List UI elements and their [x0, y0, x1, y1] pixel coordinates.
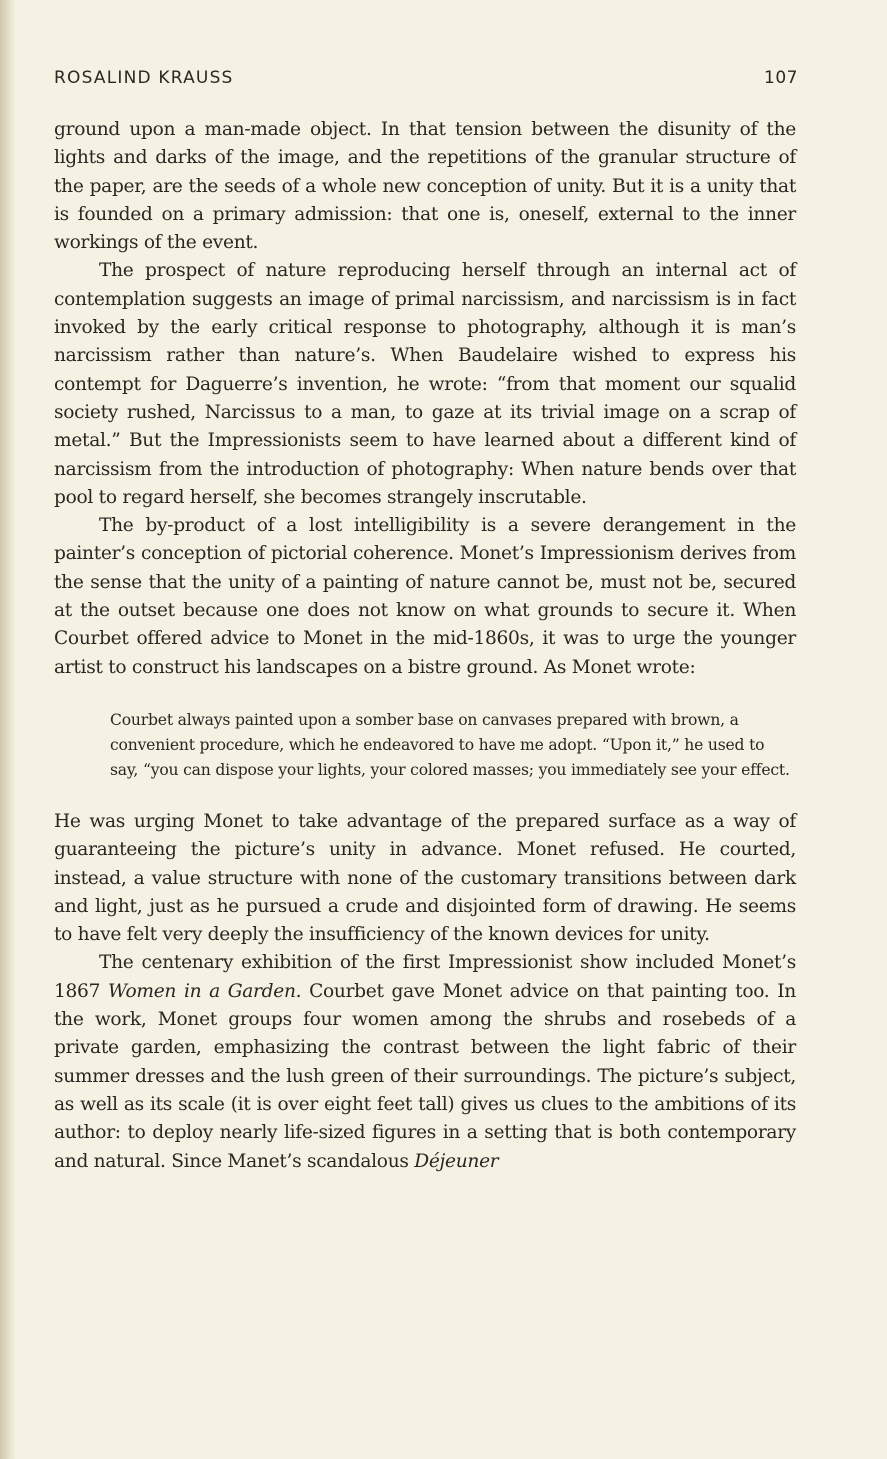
running-header	[54, 68, 798, 92]
artwork-title-women-in-a-garden: Women in a Garden.	[107, 980, 302, 1002]
paragraph-3: The by-product of a lost intelligibility is a severe derangement in the painter’s conception of pictorial coherence. Monet’s Impressionism derives from the sense that the unity of a painting of nature cannot be, must not be, secured at the outset because one does not know on what grounds to secure it. When Courbet offered advice to Monet in the mid-1860s, it was to urge the younger artist to construct his landscapes on a bistre ground. As Monet wrote:	[54, 515, 796, 678]
paragraph-5	[54, 949, 796, 1175]
running-head-author: ROSALIND KRAUSS	[54, 68, 234, 88]
paragraph-2: The prospect of nature reproducing herself through an internal act of contemplation suggests an image of primal narcissism, and narcissism is in fact invoked by the early critical response to photography, although it is man’s narcissism rather than nature’s. When Baudelaire wished to express his contempt for Daguerre’s invention, he wrote: “from that moment our squalid society rushed, Narcissus to a man, to gaze at its trivial image on a scrap of metal.” But the Impressionists seem to have learned about a different kind of narcissism from the introduction of photography: When nature bends over that pool to regard herself, she becomes strangely inscrutable.	[54, 260, 796, 508]
artwork-title-dejeuner: Déjeuner	[414, 1150, 499, 1172]
page-number: 107	[764, 68, 798, 88]
paragraph-1: ground upon a man-made object. In that tension between the disunity of the lights and darks of the image, and the repetitions of the granular structure of the paper, are the seeds of a whole new conception of unity. But it is a unity that is founded on a primary admission: that one is, oneself, external to the inner workings of the event.	[54, 119, 796, 254]
paragraph-4: He was urging Monet to take advantage of the prepared surface as a way of guaranteeing the picture’s unity in advance. Monet refused. He courted, instead, a value structure with none of the customary transitions between dark and light, just as he pursued a crude and disjointed form of drawing. He seems to have felt very deeply the insufficiency of the known devices for unity.	[54, 810, 796, 946]
body-text	[54, 116, 796, 1176]
paragraph-5-text-1: The centenary exhibition of the first Impressionist show included Monet’s 1867	[54, 952, 796, 1002]
page-gutter-shadow	[0, 0, 16, 1459]
paragraph-5-text-2: Courbet gave Monet advice on that painting too. In the work, Monet groups four women among the shrubs and rosebeds of a private garden, emphasizing the contrast between the light fabric of their summer dresses and the lush green of their surroundings. The picture’s subject, as well as its scale (it is over eight feet tall) gives us clues to the ambitions of its author: to deploy nearly life-sized figures in a setting that is both contemporary and natural. Since Manet’s scandalous	[54, 980, 796, 1172]
block-quote: Courbet always painted upon a somber base on canvases prepared with brown, a convenient procedure, which he endeavored to have me adopt. “Upon it,” he used to say, “you can dispose your lights, your colored masses; you immediately see your effect.	[110, 710, 790, 779]
